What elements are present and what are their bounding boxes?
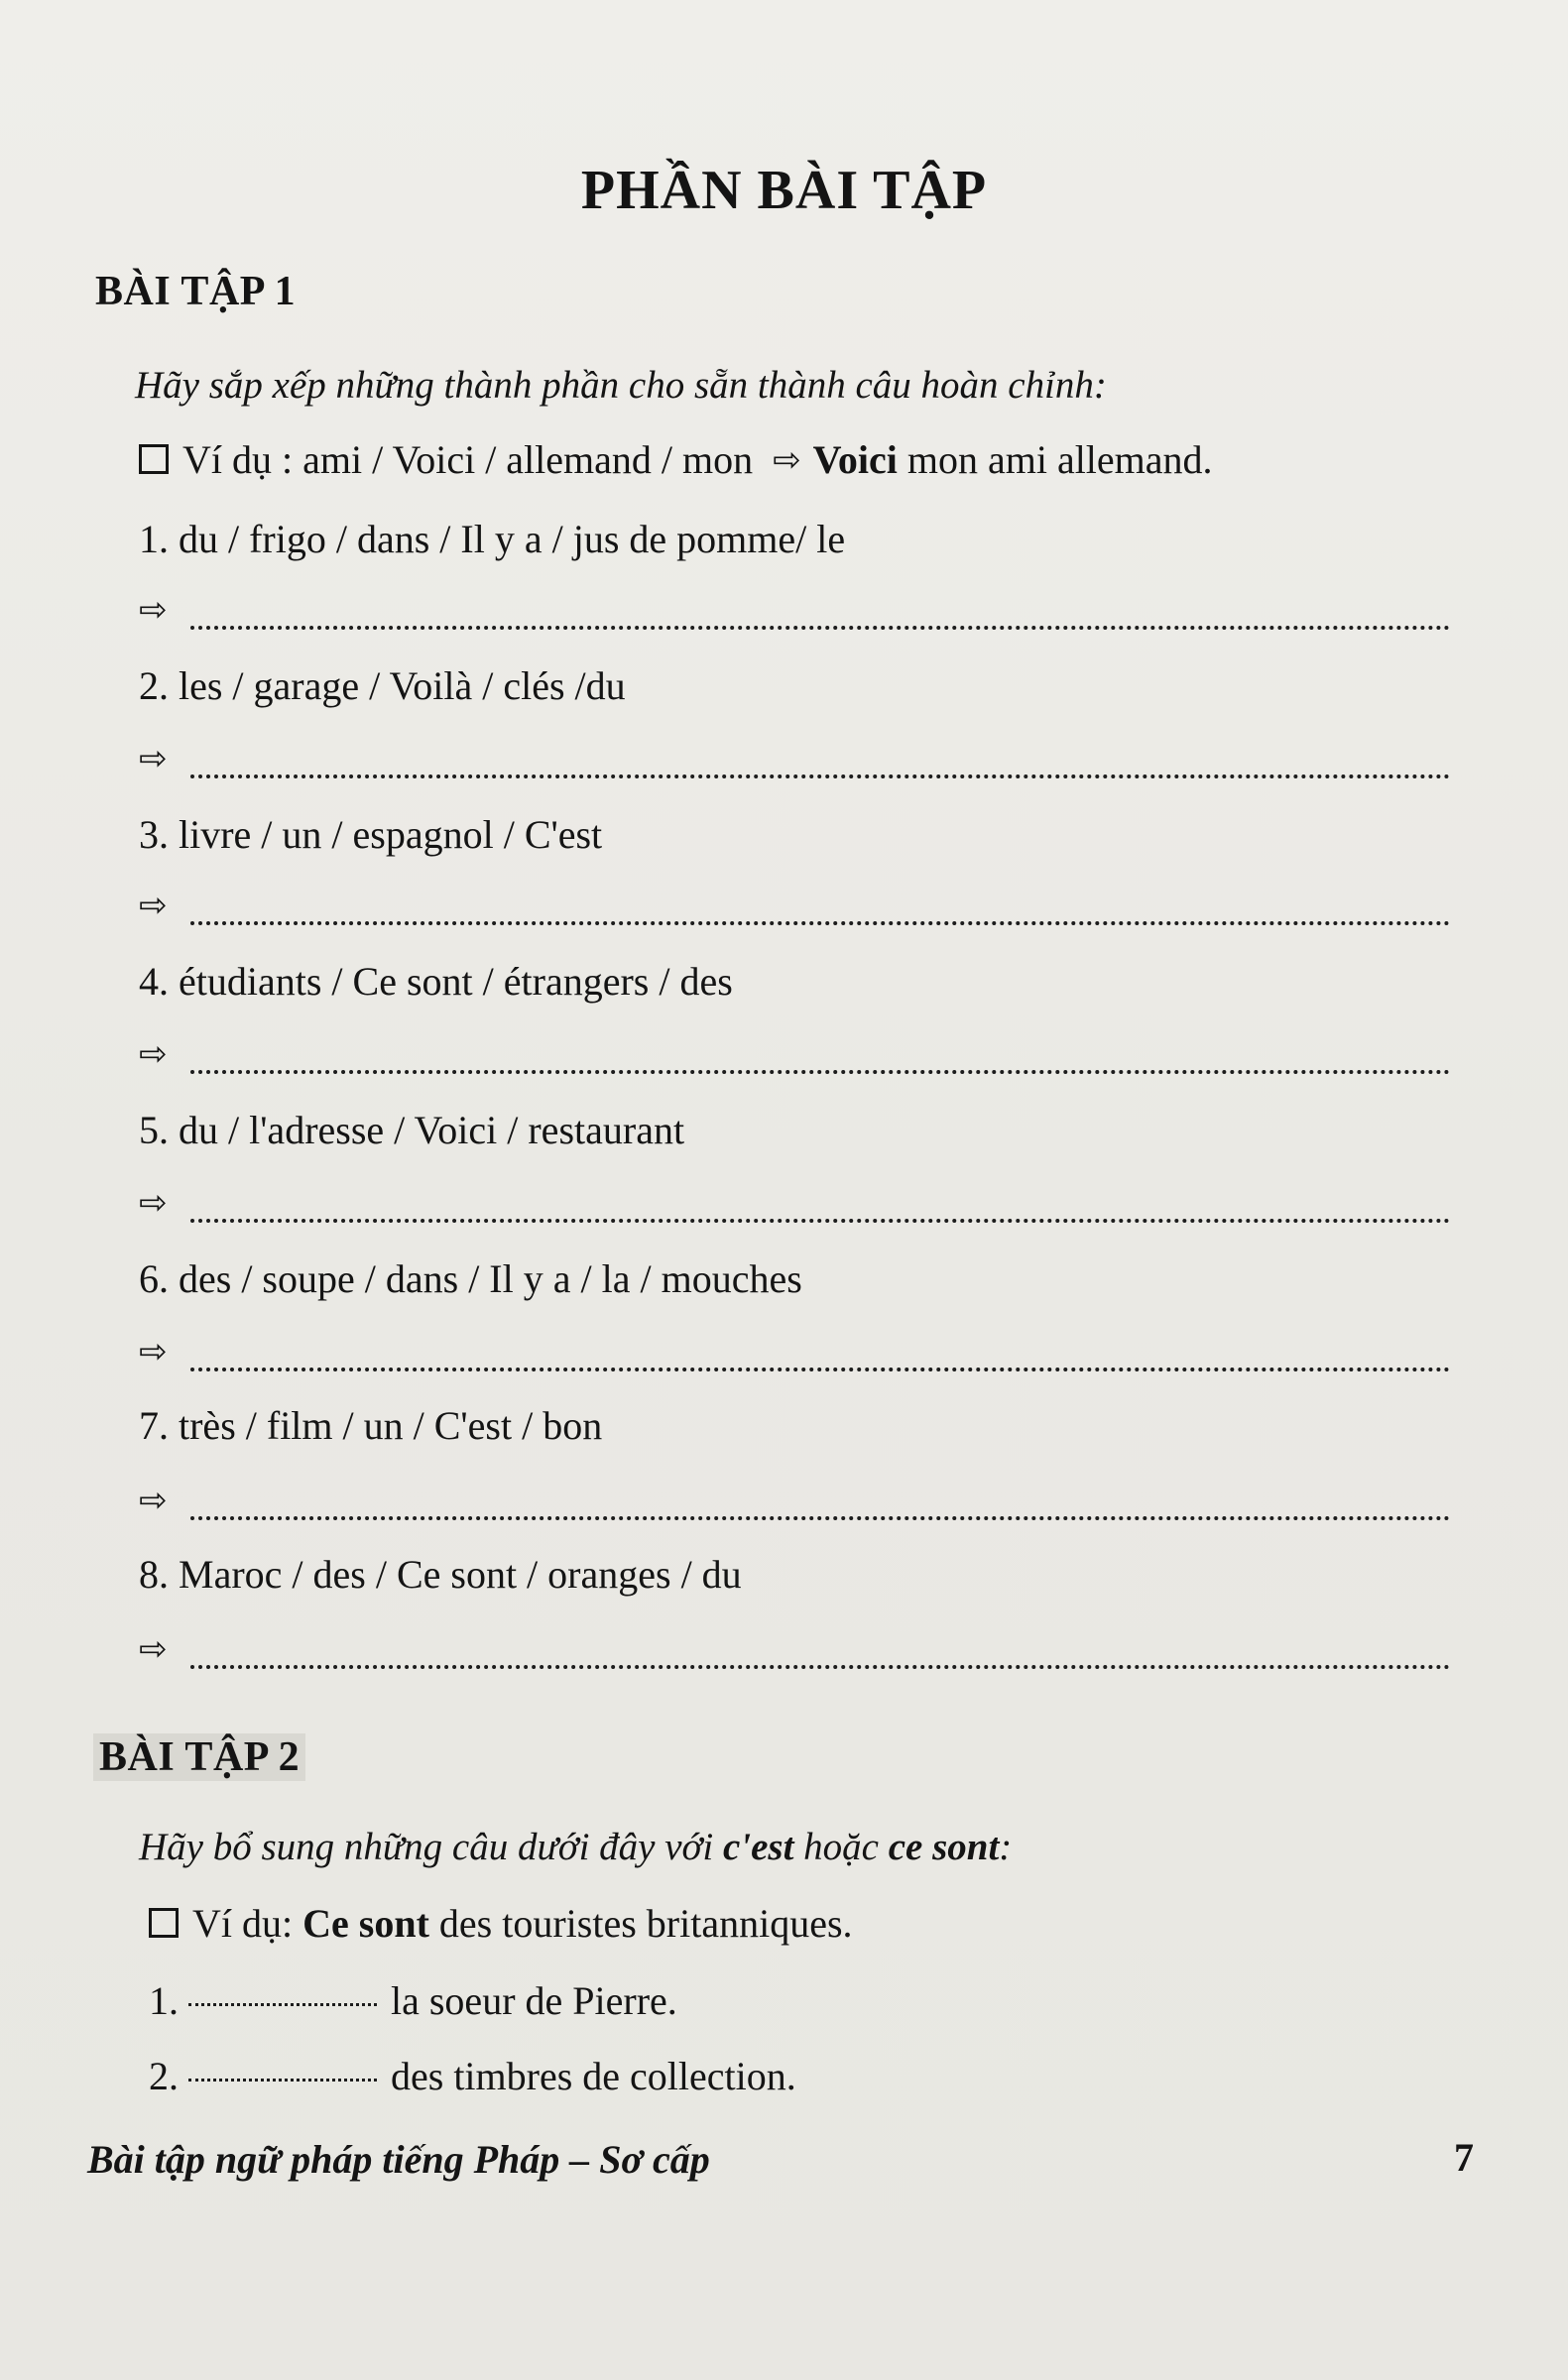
answer-line-3[interactable] [139,886,1450,931]
exercise-1-item-5: 5. du / l'adresse / Voici / restaurant [139,1108,685,1152]
checkbox-icon [149,1908,179,1938]
example-rest: des touristes britanniques. [428,1901,853,1946]
answer-line-2[interactable] [139,739,1450,784]
answer-line-7[interactable] [139,1481,1450,1526]
right-arrow-icon: ⇨ [139,1481,168,1520]
dotted-line [190,1070,1450,1074]
exercise-1-heading: BÀI TẬP 1 [95,269,297,314]
instruction-keyword-cest: c'est [722,1826,794,1868]
right-arrow-icon: ⇨ [139,886,168,925]
right-arrow-icon: ⇨ [139,1034,168,1074]
dotted-line [190,626,1450,630]
example-answer: mon ami allemand. [897,437,1213,482]
item-text: la soeur de Pierre. [391,1978,677,2023]
answer-line-8[interactable] [139,1629,1450,1675]
instruction-text: Hãy bổ sung những câu dưới đây với [139,1826,723,1868]
dotted-line [190,774,1450,778]
right-arrow-icon: ⇨ [139,739,168,778]
exercise-2-item-1 [149,1977,677,2024]
answer-line-5[interactable] [139,1183,1450,1229]
exercise-1-example [139,436,1213,483]
answer-line-6[interactable] [139,1332,1450,1377]
exercise-1-item-2: 2. les / garage / Voilà / clés /du [139,663,626,708]
dotted-line [190,921,1450,925]
exercise-2-item-2 [149,2053,796,2099]
item-number: 1. [149,1978,179,2023]
dotted-line [190,1665,1450,1669]
answer-line-4[interactable] [139,1034,1450,1080]
item-number: 2. [149,2054,179,2098]
right-arrow-icon: ⇨ [139,590,168,630]
example-answer-bold: Voici [812,437,898,482]
exercise-1-item-1: 1. du / frigo / dans / Il y a / jus de pomme/ le [139,517,846,561]
example-prefix: Ví dụ: [192,1901,303,1946]
exercise-1-item-6: 6. des / soupe / dans / Il y a / la / mouches [139,1256,802,1301]
right-arrow-icon: ⇨ [773,440,801,480]
exercise-1-item-4: 4. étudiants / Ce sont / étrangers / des [139,959,733,1004]
page-number: 7 [1454,2135,1474,2180]
right-arrow-icon: ⇨ [139,1183,168,1223]
answer-line-1[interactable] [139,590,1450,636]
exercise-2-heading: BÀI TẬP 2 [93,1733,305,1781]
checkbox-icon [139,444,169,474]
example-prompt: Ví dụ : ami / Voici / allemand / mon [182,437,754,482]
instruction-text: hoặc [793,1826,889,1868]
exercise-2-example [149,1900,853,1947]
dotted-line [190,1219,1450,1223]
blank-field[interactable] [188,2079,377,2082]
exercise-2-instruction [139,1825,1012,1869]
example-bold: Ce sont [302,1901,429,1946]
item-text: des timbres de collection. [391,2054,796,2098]
instruction-text: : [999,1826,1013,1868]
exercise-1-item-8: 8. Maroc / des / Ce sont / oranges / du [139,1552,742,1597]
instruction-keyword-cesont: ce sont [888,1826,1000,1868]
book-title-footer: Bài tập ngữ pháp tiếng Pháp – Sơ cấp [87,2137,710,2182]
dotted-line [190,1368,1450,1371]
page-title: PHẦN BÀI TẬP [580,160,988,221]
exercise-1-item-7: 7. très / film / un / C'est / bon [139,1403,603,1448]
dotted-line [190,1516,1450,1520]
exercise-1-item-3: 3. livre / un / espagnol / C'est [139,812,603,857]
right-arrow-icon: ⇨ [139,1332,168,1371]
blank-field[interactable] [188,2003,377,2006]
right-arrow-icon: ⇨ [139,1629,168,1669]
exercise-1-instruction: Hãy sắp xếp những thành phần cho sẵn thành câu hoàn chỉnh: [135,364,1107,407]
